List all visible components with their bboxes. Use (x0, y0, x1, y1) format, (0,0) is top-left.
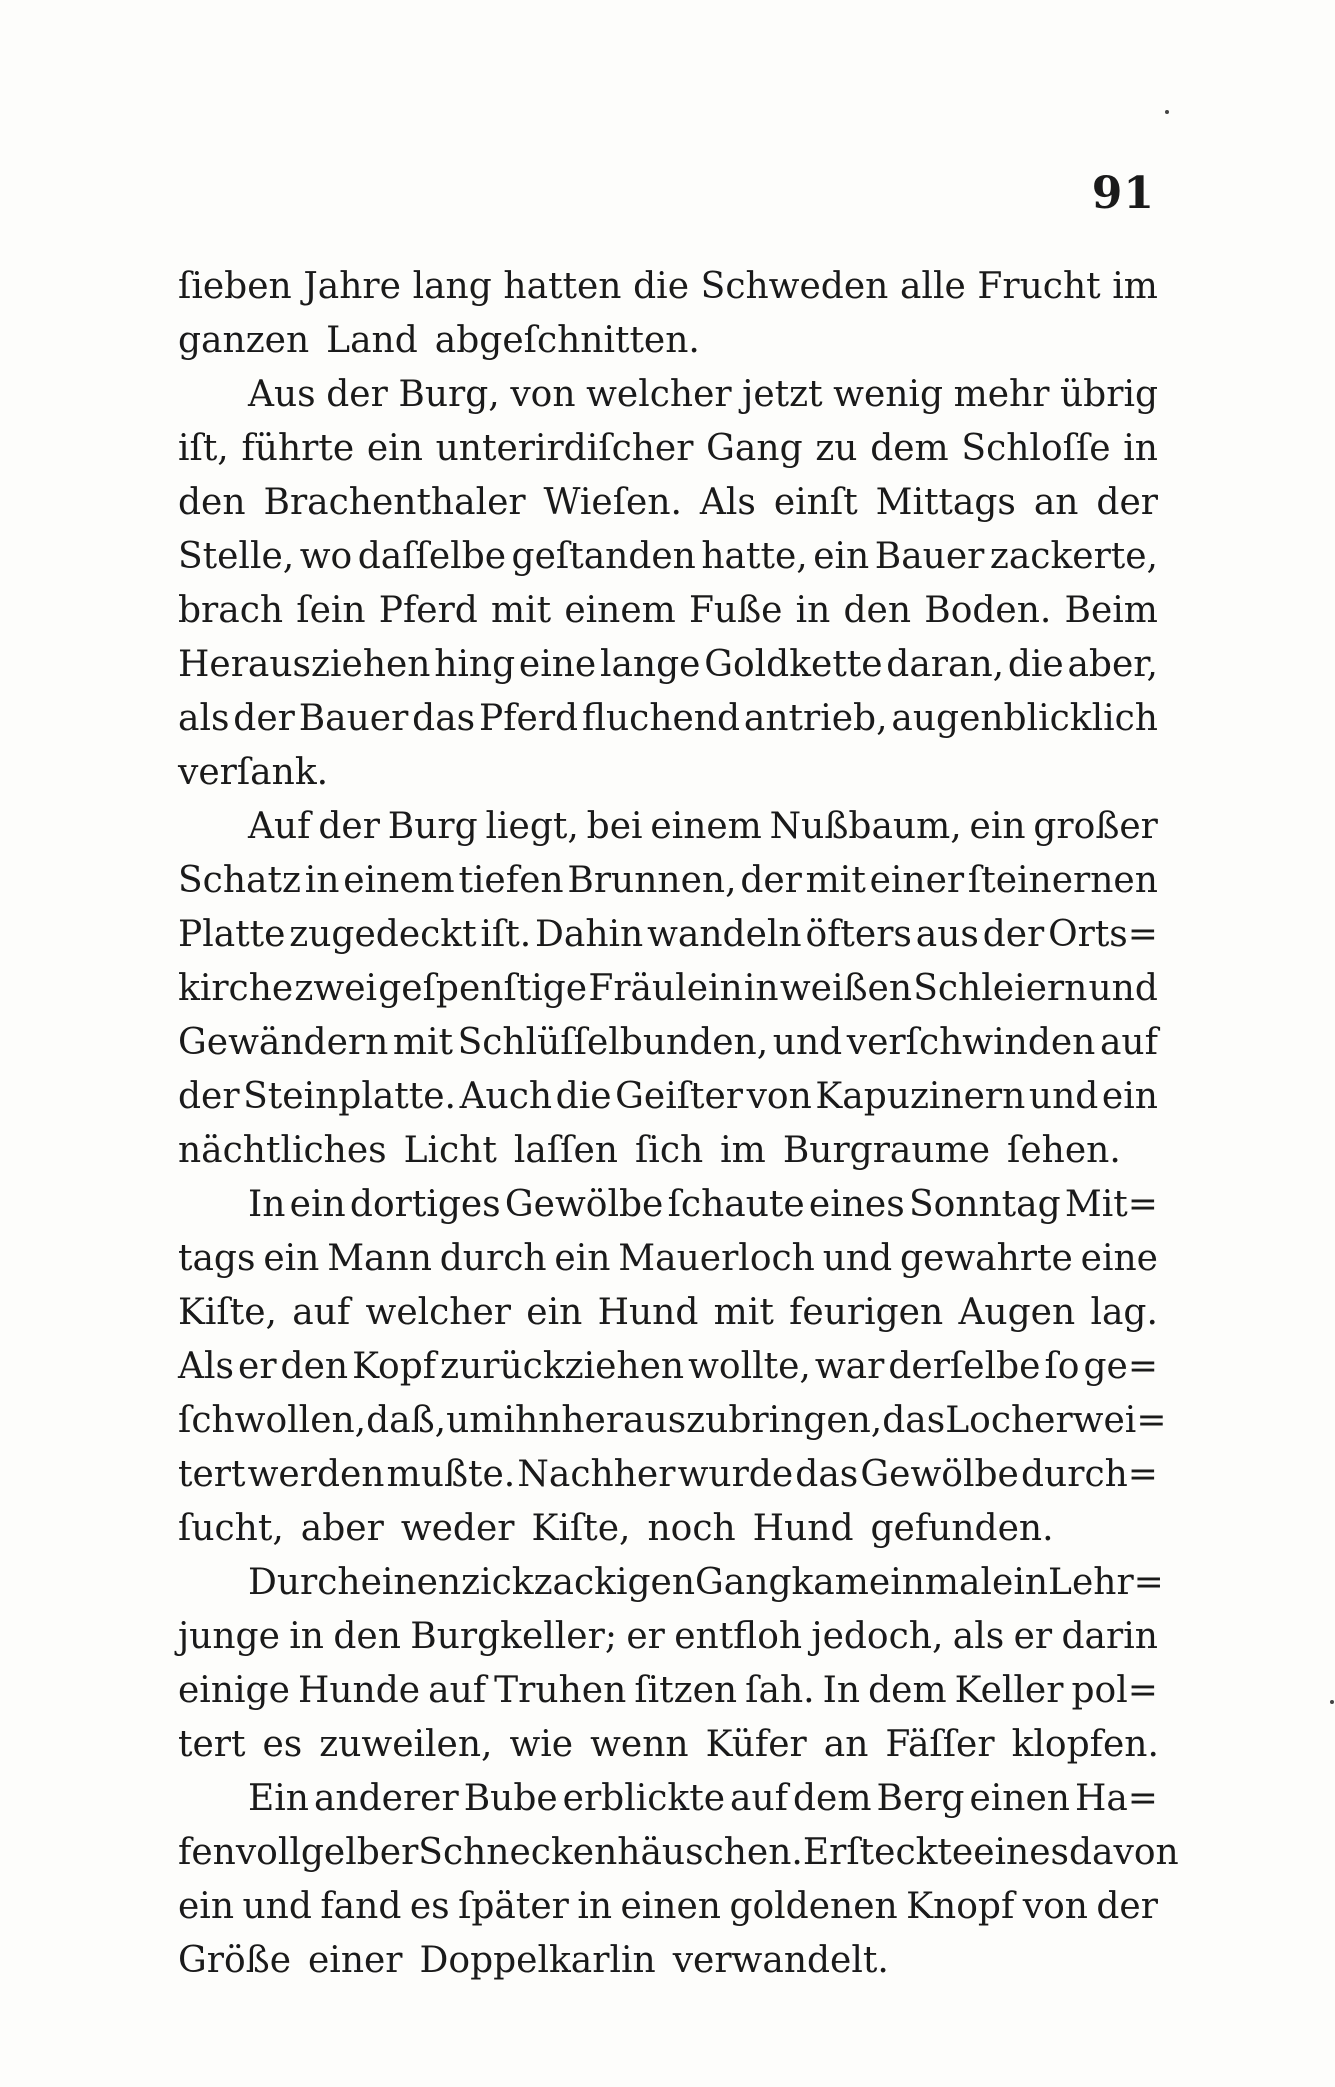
word: Fäſſer (885, 1724, 995, 1765)
word: Schweden (700, 266, 889, 307)
text-line (178, 1448, 1158, 1502)
word: auf (292, 1292, 351, 1333)
word: der (740, 860, 802, 901)
page-number: 91 (1091, 168, 1155, 219)
word: der (326, 374, 388, 415)
word: auf (730, 1778, 788, 1819)
text-line (178, 908, 1158, 962)
word: ſich (634, 1130, 704, 1171)
text-line (178, 1502, 1158, 1556)
word: kirche (178, 968, 294, 1009)
word: Land (326, 320, 418, 361)
word: Er (802, 1832, 847, 1873)
word: daſſelbe (357, 536, 507, 577)
word: als (952, 1616, 1005, 1657)
word: ein (178, 1886, 235, 1927)
word: Frucht (977, 266, 1101, 307)
text-line (178, 1556, 1164, 1610)
word: ein (992, 1562, 1049, 1603)
word: von (510, 374, 576, 415)
word: brach (178, 590, 284, 631)
word: eine (1080, 1238, 1158, 1279)
word: Pferd (378, 590, 478, 631)
word: er (238, 1346, 277, 1387)
word: ein (289, 1184, 346, 1225)
word: ſein (296, 590, 366, 631)
word: Kapuzinern (815, 1076, 1026, 1117)
word: den (843, 590, 912, 631)
word: und (772, 1022, 843, 1063)
word: zickzackigen (461, 1562, 696, 1603)
word: der (1096, 482, 1158, 523)
word: ein (969, 806, 1026, 847)
word: Bauer (874, 536, 985, 577)
word: tags (178, 1238, 256, 1279)
word: Burgraume (782, 1130, 991, 1171)
word: Schleiern (913, 968, 1088, 1009)
word: erblickte (562, 1778, 726, 1819)
word: Hund (597, 1292, 699, 1333)
word: dem (792, 1778, 872, 1819)
text-line (178, 1070, 1158, 1124)
word: ge= (1083, 1346, 1158, 1387)
word: hing (434, 644, 516, 685)
word: auf (1099, 1022, 1158, 1063)
word: dem (870, 428, 949, 469)
word: ſo (1044, 1346, 1080, 1387)
word: wenig (833, 374, 943, 415)
word: ſchwollen, (178, 1400, 367, 1441)
word: Kiſte, (531, 1508, 631, 1549)
word: Burg (387, 806, 478, 847)
word: Als (178, 1346, 234, 1387)
word: den (178, 482, 246, 523)
word: eines (808, 1184, 905, 1225)
word: Brunnen, (567, 860, 737, 901)
word: fen (178, 1832, 236, 1873)
text-line (178, 260, 1158, 314)
word: Truhen (494, 1670, 627, 1711)
word: mehr (953, 374, 1050, 415)
word: Lehr= (1048, 1562, 1164, 1603)
word: Schloſſe (961, 428, 1111, 469)
word: und (1088, 968, 1158, 1009)
word: ein (813, 536, 870, 577)
word: In (822, 1670, 861, 1711)
word: den (280, 1346, 349, 1387)
word: wollte, (688, 1346, 811, 1387)
word: Aus (248, 374, 316, 415)
word: Fräulein (588, 968, 743, 1009)
word: Auf (248, 806, 311, 847)
word: alle (899, 266, 966, 307)
word: zwei (294, 968, 378, 1009)
word: als (178, 698, 230, 739)
text-line (178, 1232, 1158, 1286)
print-speck (1165, 110, 1169, 114)
text-line (178, 1718, 1158, 1772)
text-line (178, 1826, 1179, 1880)
word: mit (713, 1292, 774, 1333)
word: das (795, 1454, 859, 1495)
text-line (178, 962, 1158, 1016)
word: daß, (366, 1400, 447, 1441)
word: öfters (805, 914, 912, 955)
word: durch= (1021, 1454, 1158, 1495)
word: Schneckenhäuschen. (418, 1832, 803, 1873)
word: Licht (403, 1130, 497, 1171)
word: Stelle, (178, 536, 295, 577)
word: kam (791, 1562, 869, 1603)
word: einige (178, 1670, 290, 1711)
text-line (178, 1124, 1158, 1178)
word: aus (915, 914, 979, 955)
word: Gewölbe (860, 1454, 1019, 1495)
word: geſtanden (511, 536, 696, 577)
word: bei (586, 806, 643, 847)
word: mit (491, 590, 552, 631)
word: wurde (677, 1454, 794, 1495)
word: Als (699, 482, 756, 523)
word: verſank. (178, 752, 329, 793)
word: und (822, 1238, 893, 1279)
word: wo (299, 536, 353, 577)
word: zugedeckt (289, 914, 477, 955)
text-line (178, 1286, 1158, 1340)
word: Pferd (479, 698, 579, 739)
word: von (1022, 1886, 1088, 1927)
word: Mit= (1064, 1184, 1158, 1225)
word: dortiges (349, 1184, 501, 1225)
word: davon (1069, 1832, 1179, 1873)
word: werden (247, 1454, 385, 1495)
word: in (1123, 428, 1158, 469)
word: gefunden. (870, 1508, 1054, 1549)
word: zuweilen, (319, 1724, 493, 1765)
word: fluchend (581, 698, 741, 739)
word: liegt, (485, 806, 579, 847)
word: Orts= (1048, 914, 1158, 955)
word: Goldkette (704, 644, 883, 685)
word: voll (235, 1832, 301, 1873)
word: mit (392, 1022, 453, 1063)
word: lag. (1090, 1292, 1158, 1333)
text-line (178, 1394, 1167, 1448)
word: ihn (503, 1400, 562, 1441)
word: er (626, 1616, 665, 1657)
word: fand (320, 1886, 402, 1927)
word: von (746, 1076, 812, 1117)
word: Kiſte, (178, 1292, 277, 1333)
word: eines (973, 1832, 1069, 1873)
word: es (409, 1886, 450, 1927)
word: noch (647, 1508, 736, 1549)
word: der (1096, 1886, 1158, 1927)
text-line (178, 854, 1158, 908)
word: entfloh (674, 1616, 803, 1657)
word: Fuße (688, 590, 783, 631)
word: verwandelt. (672, 1940, 889, 1981)
word: auf (428, 1670, 487, 1711)
word: jetzt (742, 374, 823, 415)
word: der (982, 914, 1045, 955)
text-line (178, 1610, 1158, 1664)
word: und (242, 1886, 312, 1927)
word: Gang (695, 1562, 792, 1603)
word: Berg (876, 1778, 965, 1819)
word: einmal (868, 1562, 993, 1603)
word: war (814, 1346, 885, 1387)
word: Herausziehen (178, 644, 431, 685)
word: In (248, 1184, 286, 1225)
word: geſpenſtige (378, 968, 588, 1009)
word: gelber (300, 1832, 419, 1873)
word: ſteckte (846, 1832, 974, 1873)
word: pol= (1071, 1670, 1158, 1711)
word: hatte, (701, 536, 808, 577)
word: einer (308, 1940, 403, 1981)
word: jedoch, (811, 1616, 944, 1657)
word: der (318, 806, 380, 847)
text-line (178, 476, 1158, 530)
word: goldenen (729, 1886, 898, 1927)
word: ſpäter (458, 1886, 569, 1927)
word: es (262, 1724, 303, 1765)
word: im (720, 1130, 766, 1171)
word: aber (300, 1508, 384, 1549)
word: tert (178, 1724, 246, 1765)
word: klopfen. (1011, 1724, 1159, 1765)
word: anderer (313, 1778, 459, 1819)
word: großer (1033, 806, 1158, 847)
word: Hund (752, 1508, 854, 1549)
word: um (446, 1400, 504, 1441)
text-line (178, 314, 1158, 368)
word: einen (969, 1778, 1070, 1819)
word: wenn (590, 1724, 689, 1765)
word: ein (526, 1292, 583, 1333)
word: Geiſter (615, 1076, 744, 1117)
word: in (577, 1886, 613, 1927)
text-line (178, 800, 1158, 854)
word: Loch (945, 1400, 1035, 1441)
word: Boden. (924, 590, 1052, 631)
word: ſucht, (178, 1508, 284, 1549)
word: Bauer (298, 698, 409, 739)
word: Sonntag (908, 1184, 1061, 1225)
word: laſſen (513, 1130, 618, 1171)
word: Keller (954, 1670, 1064, 1711)
word: zu (815, 428, 858, 469)
text-line (178, 1880, 1158, 1934)
word: augenblicklich (891, 698, 1158, 739)
word: welcher (586, 374, 732, 415)
text-line (178, 692, 1158, 746)
word: zurückziehen (440, 1346, 685, 1387)
word: ſteinernen (967, 860, 1158, 901)
word: ſehen. (1007, 1130, 1121, 1171)
word: herauszubringen, (561, 1400, 883, 1441)
word: Doppelkarlin (419, 1940, 656, 1981)
print-speck (1330, 1700, 1334, 1704)
word: Schlüſſelbunden, (457, 1022, 769, 1063)
word: er (1013, 1616, 1053, 1657)
word: Nachher (517, 1454, 676, 1495)
word: ſchaute (667, 1184, 805, 1225)
word: der (233, 698, 295, 739)
word: Gewölbe (504, 1184, 664, 1225)
word: in (795, 590, 831, 631)
word: feurigen (789, 1292, 944, 1333)
word: junge (178, 1616, 280, 1657)
word: einer (869, 860, 965, 901)
text-line (178, 1934, 1158, 1988)
word: weder (400, 1508, 515, 1549)
word: das (882, 1400, 946, 1441)
word: dem (868, 1670, 947, 1711)
word: Brachenthaler (263, 482, 526, 523)
word: Jahre (303, 266, 401, 307)
word: lange (599, 644, 701, 685)
word: Bube (463, 1778, 558, 1819)
text-line (178, 368, 1158, 422)
word: Durch (248, 1562, 361, 1603)
word: und (1028, 1076, 1099, 1117)
word: in (289, 1616, 324, 1657)
word: Mittags (875, 482, 1016, 523)
word: die (633, 266, 690, 307)
text-line (178, 1178, 1158, 1232)
word: in (304, 860, 340, 901)
word: tert (178, 1454, 246, 1495)
word: lang (412, 266, 492, 307)
text-line (178, 638, 1158, 692)
word: einen (620, 1886, 721, 1927)
word: einem (564, 590, 676, 631)
word: den (333, 1616, 401, 1657)
word: Nußbaum, (769, 806, 962, 847)
word: führte (241, 428, 355, 469)
word: welcher (365, 1292, 511, 1333)
word: Schatz (178, 860, 301, 901)
text-line (178, 422, 1158, 476)
word: einem (343, 860, 455, 901)
word: an (1033, 482, 1079, 523)
word: Hunde (297, 1670, 421, 1711)
word: Augen (958, 1292, 1076, 1333)
word: einem (650, 806, 762, 847)
word: Ha= (1074, 1778, 1158, 1819)
word: ein (366, 428, 423, 469)
word: ein (263, 1238, 320, 1279)
word: Mann (327, 1238, 432, 1279)
word: einſt (773, 482, 858, 523)
word: erwei= (1034, 1400, 1167, 1441)
word: abgeſchnitten. (434, 320, 700, 361)
word: Küfer (705, 1724, 807, 1765)
word: Burg, (398, 374, 500, 415)
word: Knopf (906, 1886, 1015, 1927)
body-text (178, 260, 1179, 1988)
word: unterirdiſcher (435, 428, 694, 469)
word: tiefen (458, 860, 564, 901)
word: weißen (779, 968, 913, 1009)
text-line (178, 746, 1158, 800)
word: übrig (1060, 374, 1158, 415)
word: die (555, 1076, 612, 1117)
word: ein (1101, 1076, 1158, 1117)
word: Burgkeller; (410, 1616, 617, 1657)
word: einen (360, 1562, 462, 1603)
word: Dahin (535, 914, 644, 955)
word: daran, (886, 644, 1005, 685)
word: Platte (178, 914, 286, 955)
word: mußte. (386, 1454, 516, 1495)
word: derſelbe (888, 1346, 1041, 1387)
text-line (178, 1016, 1158, 1070)
word: Kopf (352, 1346, 437, 1387)
word: hatten (503, 266, 622, 307)
word: Größe (178, 1940, 291, 1981)
word: wie (509, 1724, 574, 1765)
word: ſieben (178, 266, 292, 307)
word: antrieb, (743, 698, 888, 739)
word: darin (1061, 1616, 1158, 1657)
word: Steinplatte. (243, 1076, 456, 1117)
word: ſah. (745, 1670, 815, 1711)
text-line (178, 1664, 1158, 1718)
word: aber, (1067, 644, 1158, 685)
word: Mauerloch (618, 1238, 815, 1279)
word: der (178, 1076, 240, 1117)
word: Auch (459, 1076, 553, 1117)
word: zackerte, (989, 536, 1158, 577)
word: eine (518, 644, 597, 685)
word: Ein (248, 1778, 309, 1819)
word: iſt. (480, 914, 532, 955)
word: Gang (706, 428, 803, 469)
word: iſt, (178, 428, 229, 469)
word: das (412, 698, 476, 739)
word: ſitzen (634, 1670, 738, 1711)
word: verſchwinden (846, 1022, 1096, 1063)
word: Wieſen. (543, 482, 682, 523)
word: die (1007, 644, 1064, 685)
word: gewahrte (899, 1238, 1073, 1279)
word: Gewändern (178, 1022, 389, 1063)
word: durch (439, 1238, 547, 1279)
word: Beim (1064, 590, 1158, 631)
text-line (178, 1772, 1158, 1826)
word: im (1112, 266, 1158, 307)
word: ganzen (178, 320, 310, 361)
word: ein (554, 1238, 611, 1279)
word: mit (805, 860, 866, 901)
word: wandeln (647, 914, 802, 955)
word: nächtliches (178, 1130, 387, 1171)
word: an (823, 1724, 869, 1765)
word: in (743, 968, 779, 1009)
text-line (178, 584, 1158, 638)
text-line (178, 1340, 1158, 1394)
text-line (178, 530, 1158, 584)
